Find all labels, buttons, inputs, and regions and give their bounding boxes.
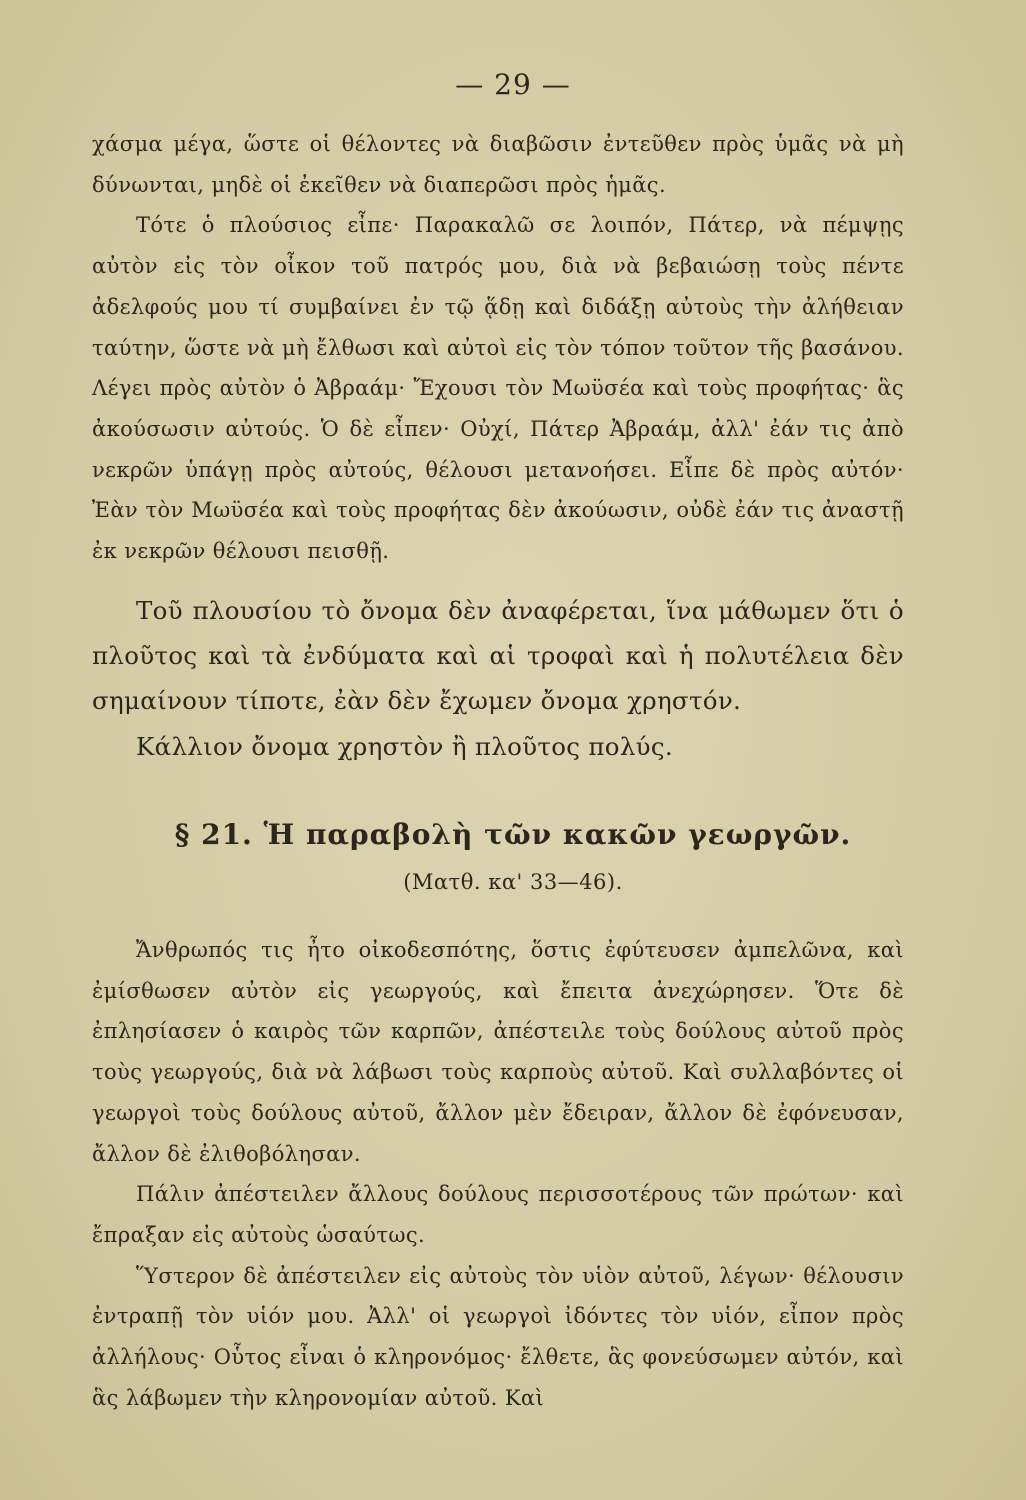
paragraph-rich-man-request: Τότε ὁ πλούσιος εἶπε· Παρακαλῶ σε λοιπόν, Πάτερ, νὰ πέμψῃς αὐτὸν εἰς τὸν οἶκον τοῦ πατρός μου, διὰ νὰ βεβαιώσῃ τοὺς πέντε ἀδελφούς μου τί συμβαίνει ἐν τῷ ᾅδῃ καὶ διδάξῃ αὐτοὺς τὴν ἀλήθειαν ταύτην, ὥστε νὰ μὴ ἔλθωσι καὶ αὐτοὶ εἰς τὸν τόπον τοῦτον τῆς βασάνου. Λέγει πρὸς αὐτὸν ὁ Ἀβραάμ· Ἔχουσι τὸν Μωϋσέα καὶ τοὺς προφήτας· ἃς ἀκούσωσιν αὐτούς. Ὁ δὲ εἶπεν· Οὐχί, Πάτερ Ἀβραάμ, ἀλλ' ἐάν τις ἀπὸ νεκρῶν ὑπάγῃ πρὸς αὐτούς, θέλουσι μετανοήσει. Εἶπε δὲ πρὸς αὐτόν· Ἐὰν τὸν Μωϋσέα καὶ τοὺς προφήτας δὲν ἀκούωσιν, οὐδὲ ἐάν τις ἀναστῇ ἐκ νεκρῶν θέλουσι πεισθῇ. <box>92 213 904 564</box>
paragraph-commentary: Τοῦ πλουσίου τὸ ὄνομα δὲν ἀναφέρεται, ἵνα μάθωμεν ὅτι ὁ πλοῦτος καὶ τὰ ἐνδύματα καὶ αἱ τροφαὶ καὶ ἡ πολυτέλεια δὲν σημαίνουν τίποτε, ἐὰν δὲν ἔχωμεν ὄνομα χρηστόν. <box>92 596 904 716</box>
paragraph-proverb: Κάλλιον ὄνομα χρηστὸν ἢ πλοῦτος πολύς. <box>136 731 673 761</box>
paragraph-chasma: χάσμα μέγα, ὥστε οἱ θέλοντες νὰ διαβῶσιν ἐντεῦθεν πρὸς ὑμᾶς νὰ μὴ δύνωνται, μηδὲ οἱ ἐκεῖθεν νὰ διαπερῶσι πρὸς ἡμᾶς. <box>92 132 904 197</box>
scripture-text-block <box>92 124 904 572</box>
section-heading: § 21. Ἡ παραβολὴ τῶν κακῶν γεωργῶν. <box>174 818 852 851</box>
section-reference: (Ματθ. κα' 33—46). <box>403 870 623 894</box>
paragraph-more-servants: Πάλιν ἀπέστειλεν ἄλλους δούλους περισσοτέρους τῶν πρώτων· καὶ ἔπραξαν εἰς αὐτοὺς ὡσαύτως. <box>92 1182 904 1247</box>
paragraph-the-son: Ὕστερον δὲ ἀπέστειλεν εἰς αὐτοὺς τὸν υἱὸν αὐτοῦ, λέγων· θέλουσιν ἐντραπῇ τὸν υἱόν μου. Ἀλλ' οἱ γεωργοὶ ἰδόντες τὸν υἱόν, εἶπον πρὸς ἀλλήλους· Οὗτος εἶναι ὁ κληρονόμος· ἔλθετε, ἃς φονεύσωμεν αὐτόν, καὶ ἃς λάβωμεν τὴν κληρονομίαν αὐτοῦ. Καὶ <box>92 1263 904 1410</box>
parable-text-block <box>92 930 904 1418</box>
page-number: — 29 — <box>455 68 571 101</box>
commentary-text-block <box>92 588 904 769</box>
paragraph-householder: Ἄνθρωπός τις ἦτο οἰκοδεσπότης, ὅστις ἐφύτευσεν ἀμπελῶνα, καὶ ἐμίσθωσεν αὐτὸν εἰς γεωργούς, καὶ ἔπειτα ἀνεχώρησεν. Ὅτε δὲ ἐπλησίασεν ὁ καιρὸς τῶν καρπῶν, ἀπέστειλε τοὺς δούλους αὐτοῦ πρὸς τοὺς γεωργούς, διὰ νὰ λάβωσι τοὺς καρποὺς αὐτοῦ. Καὶ συλλαβόντες οἱ γεωργοὶ τοὺς δούλους αὐτοῦ, ἄλλον μὲν ἔδειραν, ἄλλον δὲ ἐφόνευσαν, ἄλλον δὲ ἐλιθοβόλησαν. <box>92 938 904 1166</box>
